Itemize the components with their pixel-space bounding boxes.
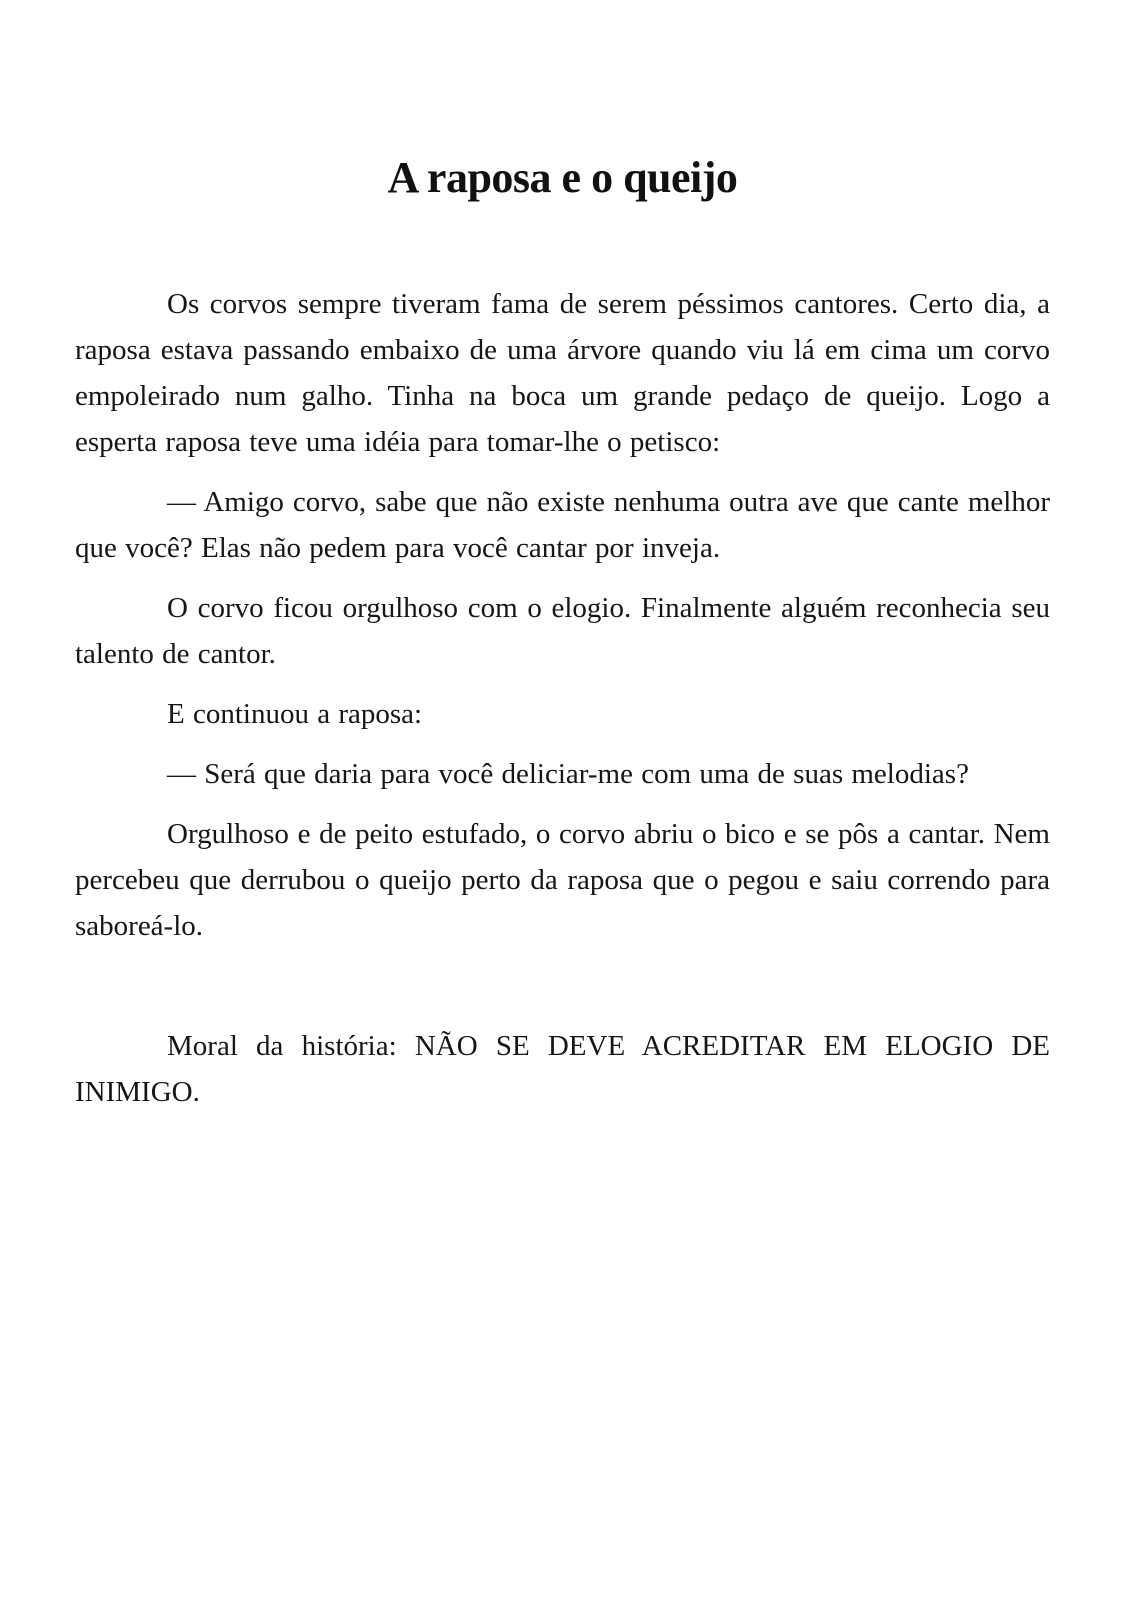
story-paragraph-4: E continuou a raposa: [167,698,423,730]
page-title: A raposa e o queijo [387,153,738,202]
moral-paragraph: Moral da história: NÃO SE DEVE ACREDITAR EM ELOGIO DE INIMIGO. [75,1030,1050,1108]
story-paragraph-2-dialogue: — Amigo corvo, sabe que não existe nenhuma outra ave que cante melhor que você? Elas não pedem para você cantar por inveja. [75,486,1050,564]
story-paragraph-5-dialogue: — Será que daria para você deliciar-me com uma de suas melodias? [167,758,969,790]
document-body [75,281,1050,1115]
story-paragraph-6: Orgulhoso e de peito estufado, o corvo abriu o bico e se pôs a cantar. Nem percebeu que derrubou o queijo perto da raposa que o pegou e saiu correndo para saboreá-lo. [75,818,1050,942]
blank-line-spacer [75,963,1050,1023]
story-paragraph-3: O corvo ficou orgulhoso com o elogio. Finalmente alguém reconhecia seu talento de cantor. [75,592,1050,670]
moral-section [75,1023,1050,1115]
story-paragraph-1: Os corvos sempre tiveram fama de serem péssimos cantores. Certo dia, a raposa estava passando embaixo de uma árvore quando viu lá em cima um corvo empoleirado num galho. Tinha na boca um grande pedaço de queijo. Logo a esperta raposa teve uma idéia para tomar-lhe o petisco: [75,288,1050,458]
